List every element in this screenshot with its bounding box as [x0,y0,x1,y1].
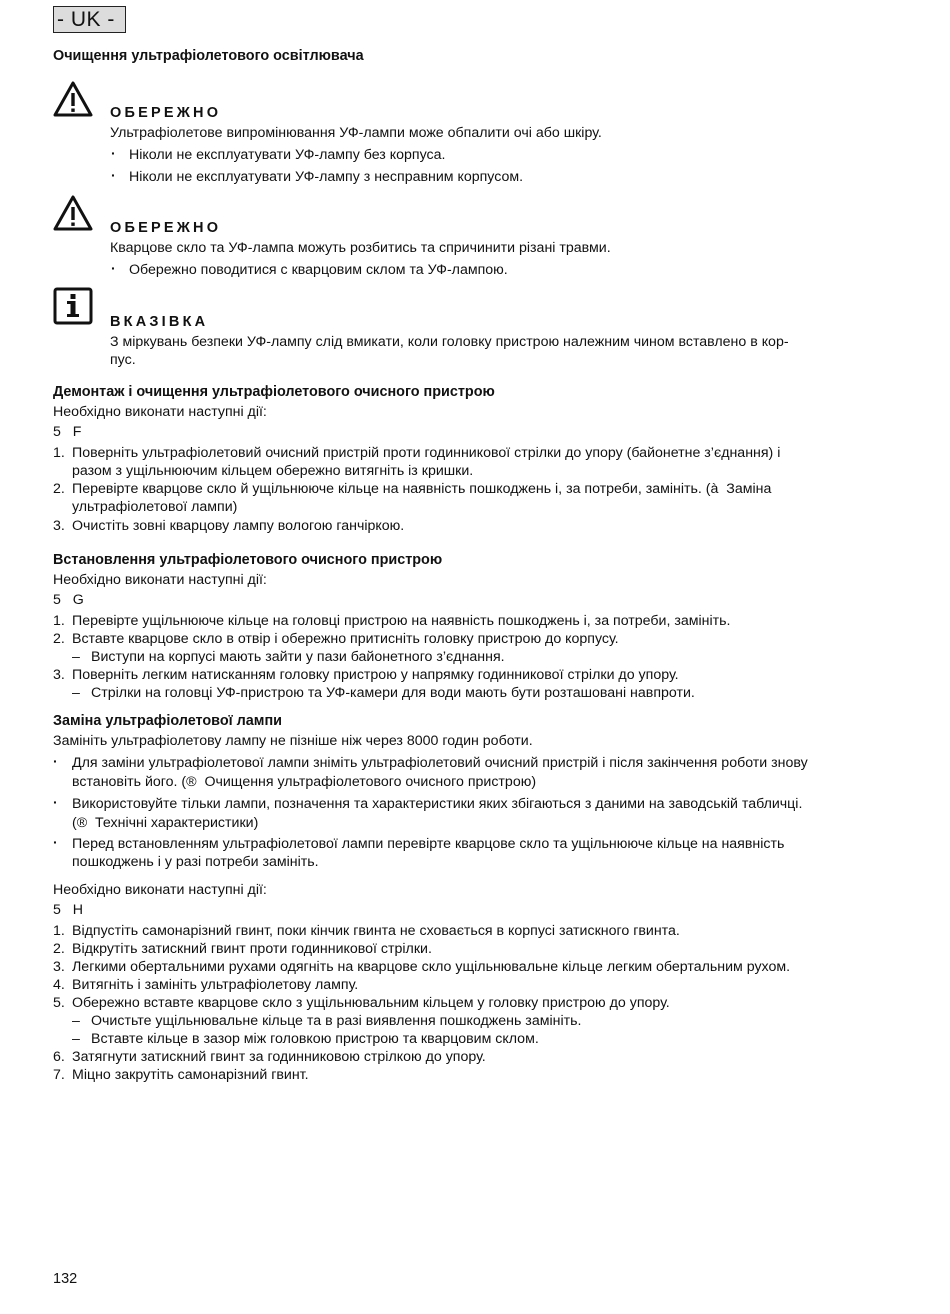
step-text: разом з ущільнюючим кільцем обережно витягніть із кришки. [72,463,474,479]
replace-bullet: встановіть його. (® Очищення ультрафіолетового очисного пристрою) [72,774,537,790]
sub-step-text: Стрілки на головці УФ-пристрою та УФ-камери для води мають бути розташовані навпроти. [91,685,695,701]
bullet-dot: · [53,795,58,811]
step-number: 2. [53,481,65,497]
notice-text: Кварцове скло та УФ-лампа можуть розбитись та спричинити різані травми. [110,240,611,256]
sub-step-dash: – [72,1013,80,1029]
info-icon [53,287,93,325]
step-number: 6. [53,1049,65,1065]
bullet-dot: · [53,754,58,770]
replace-intro-2: Необхідно виконати наступні дії: [53,882,267,898]
sub-step-dash: – [72,1031,80,1047]
step-number: 7. [53,1067,65,1083]
sub-step-dash: – [72,685,80,701]
replace-bullet: Використовуйте тільки лампи, позначення та характеристики яких збігаються з даними на заводській табличці. [72,796,803,812]
step-number: 3. [53,959,65,975]
notice-title: ВКАЗІВКА [110,314,209,330]
dismantle-intro: Необхідно виконати наступні дії: [53,404,267,420]
notice-text: Ультрафіолетове випромінювання УФ-лампи може обпалити очі або шкіру. [110,125,602,141]
step-text: Вставте кварцове скло в отвір і обережно притисніть головку пристрою до корпусу. [72,631,619,647]
install-intro: Необхідно виконати наступні дії: [53,572,267,588]
replace-bullet: Для заміни ультрафіолетової лампи зніміть ультрафіолетовий очисний пристрій і після закінчення роботи знову [72,755,808,771]
sub-step-text: Вставте кільце в зазор між головкою пристрою та кварцовим склом. [91,1031,539,1047]
step-text: Очистіть зовні кварцову лампу вологою ганчіркою. [72,518,405,534]
notice-bullet: Ніколи не експлуатувати УФ-лампу з несправним корпусом. [129,169,524,185]
step-text: Витягніть і замініть ультрафіолетову лампу. [72,977,359,993]
section-title: Очищення ультрафіолетового освітлювача [53,48,364,64]
step-number: 2. [53,631,65,647]
notice-bullet: Обережно поводитися с кварцовим склом та УФ-лампою. [129,262,508,278]
step-number: 5. [53,995,65,1011]
step-text: Поверніть ультрафіолетовий очисний пристрій проти годинникової стрілки до упору (байонетне з’єднання) і [72,445,781,461]
step-text: Легкими обертальними рухами одягніть на кварцове скло ущільнювальне кільце легким обертальним рухом. [72,959,791,975]
figure-ref: 5 F [53,424,82,440]
step-text: Перевірте кварцове скло й ущільнююче кільце на наявність пошкоджень і, за потреби, замініть. (à Заміна [72,481,772,497]
step-number: 1. [53,445,65,461]
step-text: Відкрутіть затискний гвинт проти годинникової стрілки. [72,941,432,957]
replace-title: Заміна ультрафіолетової лампи [53,713,282,729]
sub-step-dash: – [72,649,80,665]
bullet-dot: · [53,835,58,851]
sub-step-text: Очистьте ущільнювальне кільце та в разі виявлення пошкоджень замініть. [91,1013,582,1029]
install-title: Встановлення ультрафіолетового очисного пристрою [53,552,443,568]
step-text: Обережно вставте кварцове скло з ущільнювальним кільцем у головку пристрою до упору. [72,995,670,1011]
replace-bullet: Перед встановленням ультрафіолетової лампи перевірте кварцове скло та ущільнююче кільце на наявність [72,836,785,852]
figure-ref: 5 G [53,592,84,608]
step-text: Поверніть легким натисканням головку пристрою у напрямку годинникової стрілки до упору. [72,667,679,683]
step-number: 2. [53,941,65,957]
notice-bullet: Ніколи не експлуатувати УФ-лампу без корпуса. [129,147,446,163]
replace-intro: Замініть ультрафіолетову лампу не пізніше ніж через 8000 годин роботи. [53,733,533,749]
notice-text: З міркувань безпеки УФ-лампу слід вмикати, коли головку пристрою належним чином вставлено в кор- [110,334,789,350]
replace-bullet: (® Технічні характеристики) [72,815,259,831]
sub-step-text: Виступи на корпусі мають зайти у пази байонетного з’єднання. [91,649,505,665]
language-tag: - UK - [53,6,126,33]
replace-bullet: пошкоджень і у разі потреби замініть. [72,854,319,870]
step-number: 3. [53,667,65,683]
bullet-dot: · [111,261,116,277]
step-text: Затягнути затискний гвинт за годинниковою стрілкою до упору. [72,1049,486,1065]
notice-title: ОБЕРЕЖНО [110,220,222,236]
dismantle-title: Демонтаж і очищення ультрафіолетового очисного пристрою [53,384,495,400]
bullet-dot: · [111,146,116,162]
page-number: 132 [53,1271,78,1287]
notice-text: пус. [110,352,136,368]
step-text: Міцно закрутіть самонарізний гвинт. [72,1067,309,1083]
notice-title: ОБЕРЕЖНО [110,105,222,121]
step-number: 1. [53,613,65,629]
figure-ref: 5 H [53,902,83,918]
step-text: ультрафіолетової лампи) [72,499,238,515]
step-number: 3. [53,518,65,534]
bullet-dot: · [111,168,116,184]
warning-triangle-icon [53,80,93,118]
step-text: Відпустіть самонарізний гвинт, поки кінчик гвинта не сховається в корпусі затискного гвинта. [72,923,680,939]
step-text: Перевірте ущільнююче кільце на головці пристрою на наявність пошкоджень і, за потреби, замініть. [72,613,731,629]
step-number: 1. [53,923,65,939]
step-number: 4. [53,977,65,993]
warning-triangle-icon [53,194,93,232]
